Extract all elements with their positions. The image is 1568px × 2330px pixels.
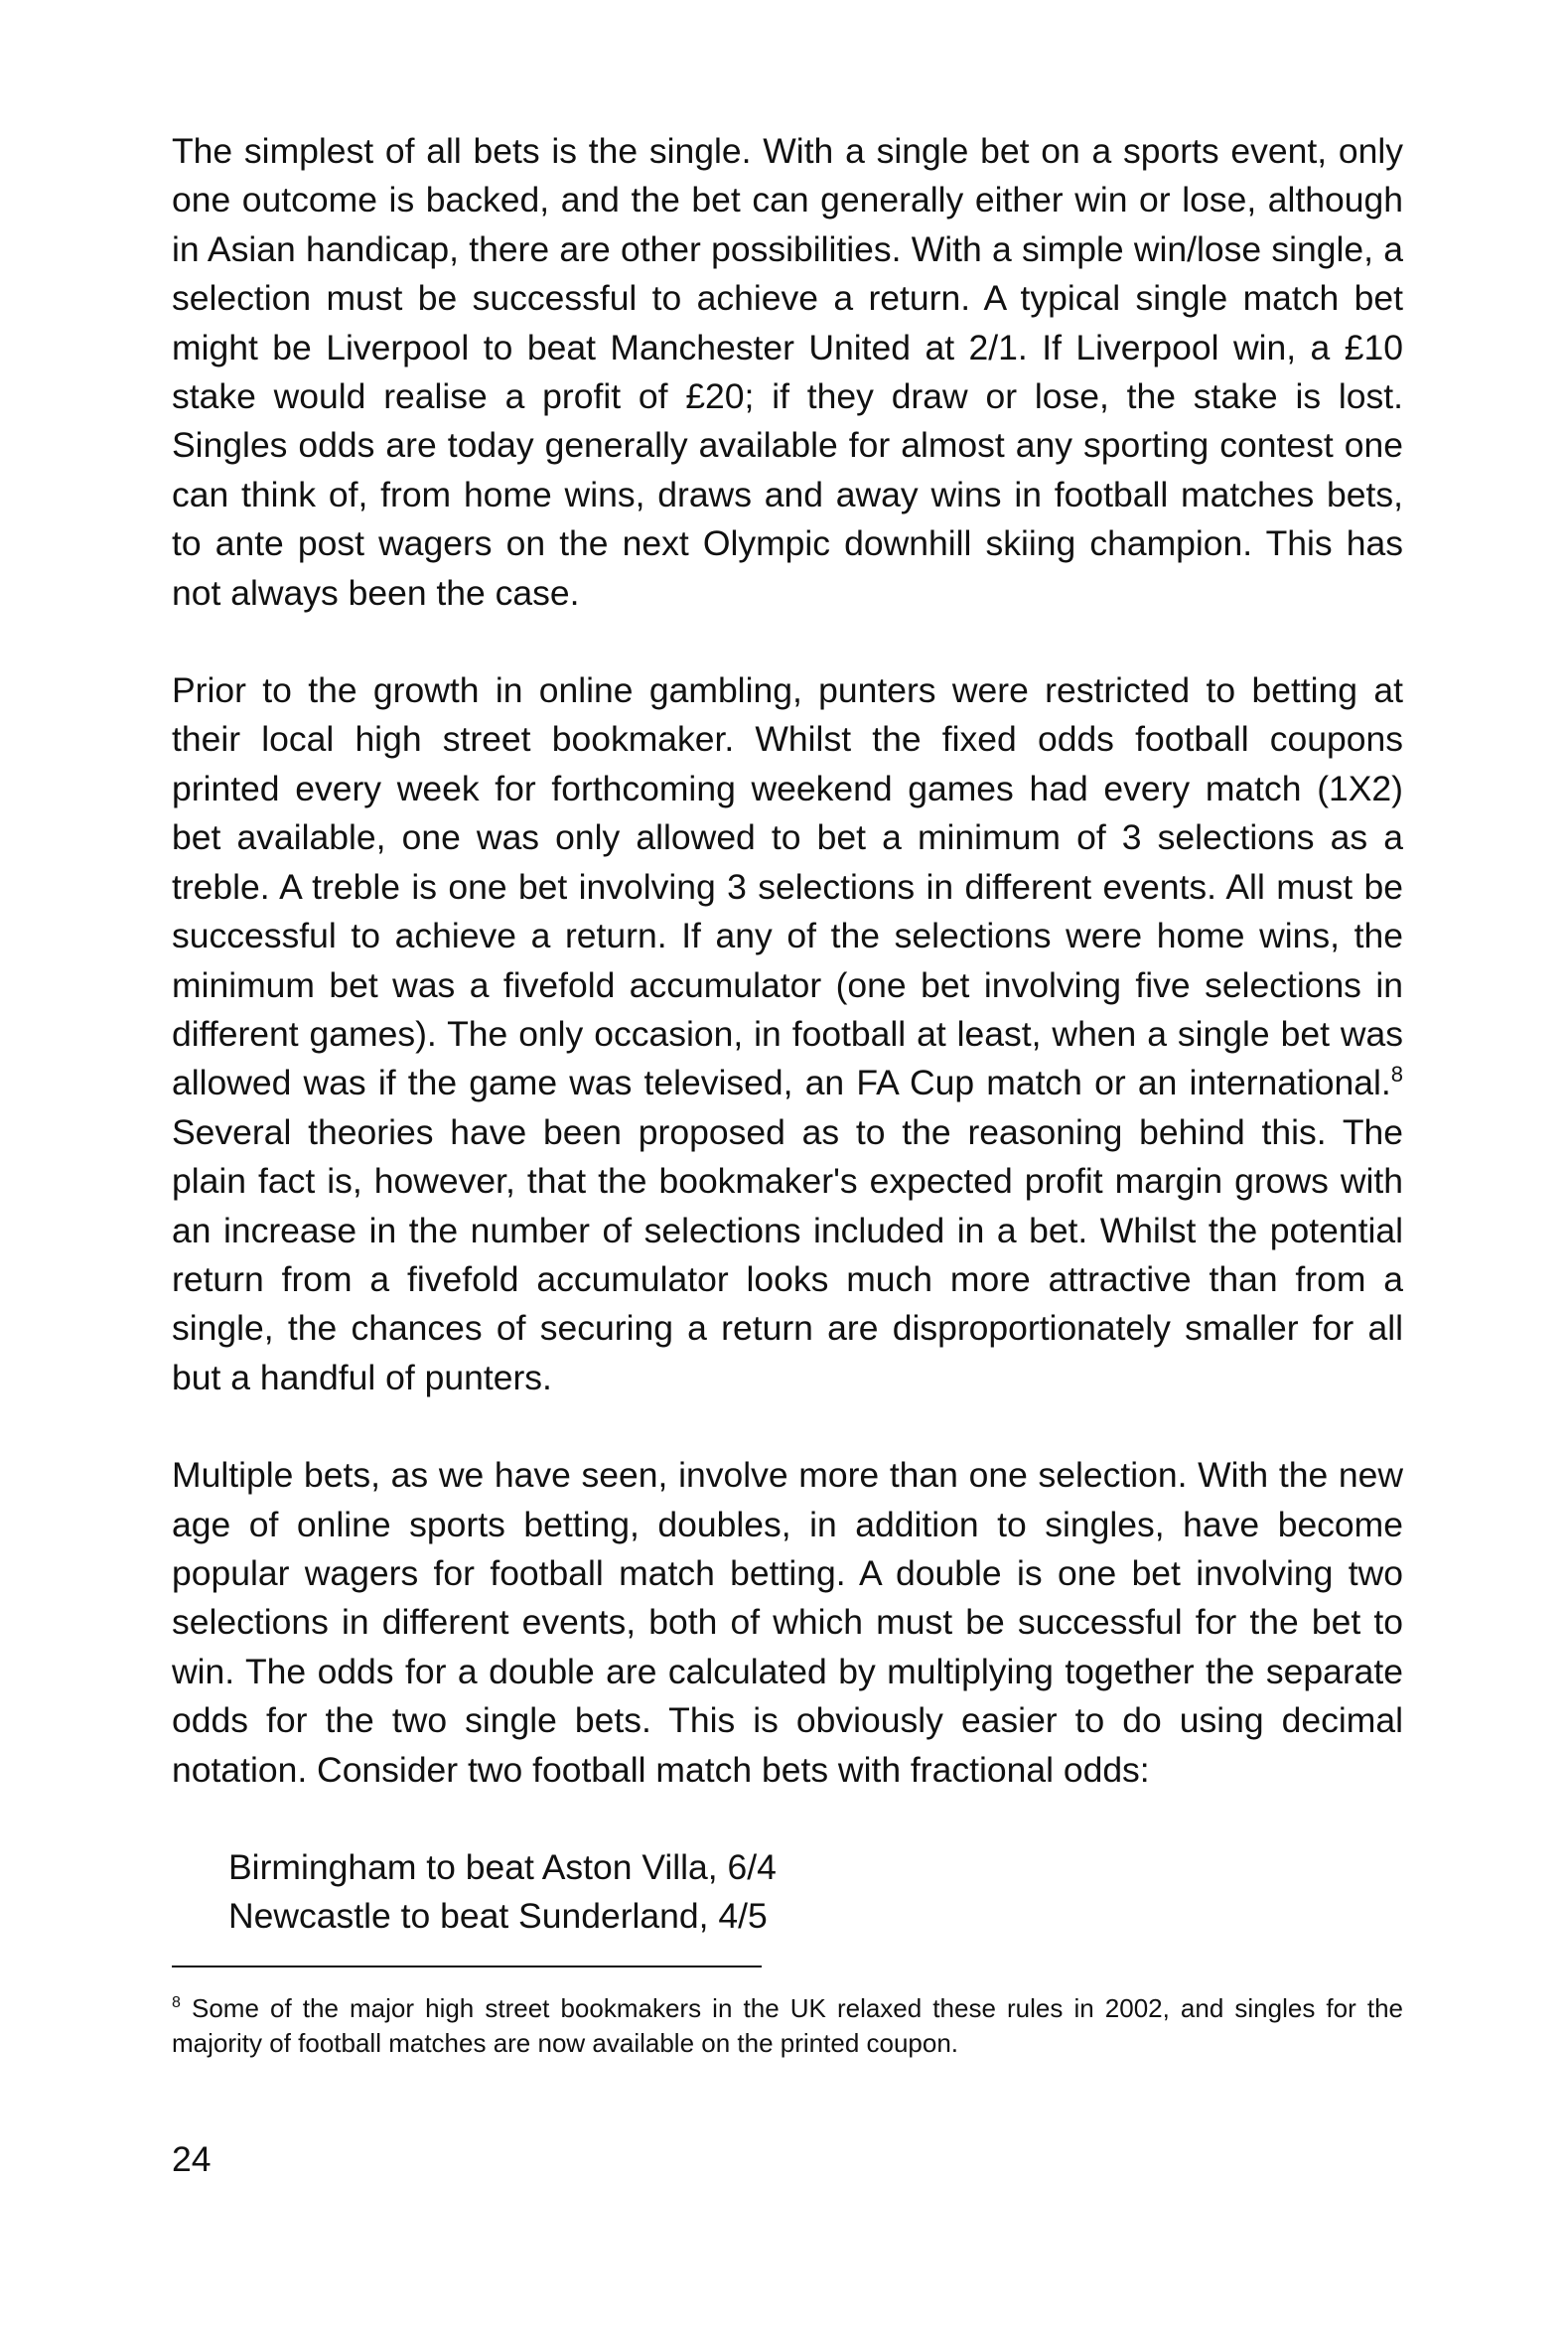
paragraph-online-gambling [172, 666, 1403, 1402]
paragraph-online-gambling-part-1: Prior to the growth in online gambling, punters were restricted to betting at their local high street bookmaker. Whilst the fixed odds football coupons printed every week for forthcoming weekend games had every match (1X2) bet available, one was only allowed to bet a minimum of 3 selections as a treble. A treble is one bet involving 3 selections in different events. All must be successful to achieve a return. If any of the selections were home wins, the minimum bet was a fivefold accumulator (one bet involving five selections in different games). The only occasion, in football at least, when a single bet was allowed was if the game was televised, an FA Cup match or an international. [172, 670, 1403, 1103]
footnote-reference: 8 [1390, 1062, 1403, 1088]
footnote-mark: 8 [172, 1993, 181, 2011]
paragraph-multiple-bets: Multiple bets, as we have seen, involve more than one selection. With the new age of online sports betting, doubles, in addition to singles, have become popular wagers for football match betting. A double is one bet involving two selections in different events, both of which must be successful for the bet to win. The odds for a double are calculated by multiplying together the separate odds for the two single bets. This is obviously easier to do using decimal notation. Consider two football match bets with fractional odds: [172, 1455, 1403, 1790]
footnote-text: Some of the major high street bookmakers in the UK relaxed these rules in 2002, and singles for the majority of football matches are now available on the printed coupon. [172, 1992, 1403, 2058]
bet-list-item: Newcastle to beat Sunderland, 4/5 [228, 1896, 768, 1937]
page-body [172, 127, 1403, 2061]
bet-list [172, 1843, 1403, 1942]
paragraph-online-gambling-part-2: Several theories have been proposed as to the reasoning behind this. The plain fact is, however, that the bookmaker's expected profit margin grows with an increase in the number of selections included in a bet. Whilst the potential return from a fivefold accumulator looks much more attractive than from a single, the chances of securing a return are disproportionately smaller for all but a handful of punters. [172, 1111, 1403, 1397]
footnote-divider [172, 1966, 762, 1967]
paragraph-singles: The simplest of all bets is the single. With a single bet on a sports event, only one outcome is backed, and the bet can generally either win or lose, although in Asian handicap, there are other possibilities. With a simple win/lose single, a selection must be successful to achieve a return. A typical single match bet might be Liverpool to beat Manchester United at 2/1. If Liverpool win, a £10 stake would realise a profit of £20; if they draw or lose, the stake is lost. Singles odds are today generally available for almost any sporting contest one can think of, from home wins, draws and away wins in football matches bets, to ante post wagers on the next Olympic downhill skiing champion. This has not always been the case. [172, 131, 1403, 613]
bet-list-item: Birmingham to beat Aston Villa, 6/4 [228, 1847, 777, 1887]
page-number: 24 [172, 2139, 212, 2179]
footnote [172, 1991, 1403, 2061]
